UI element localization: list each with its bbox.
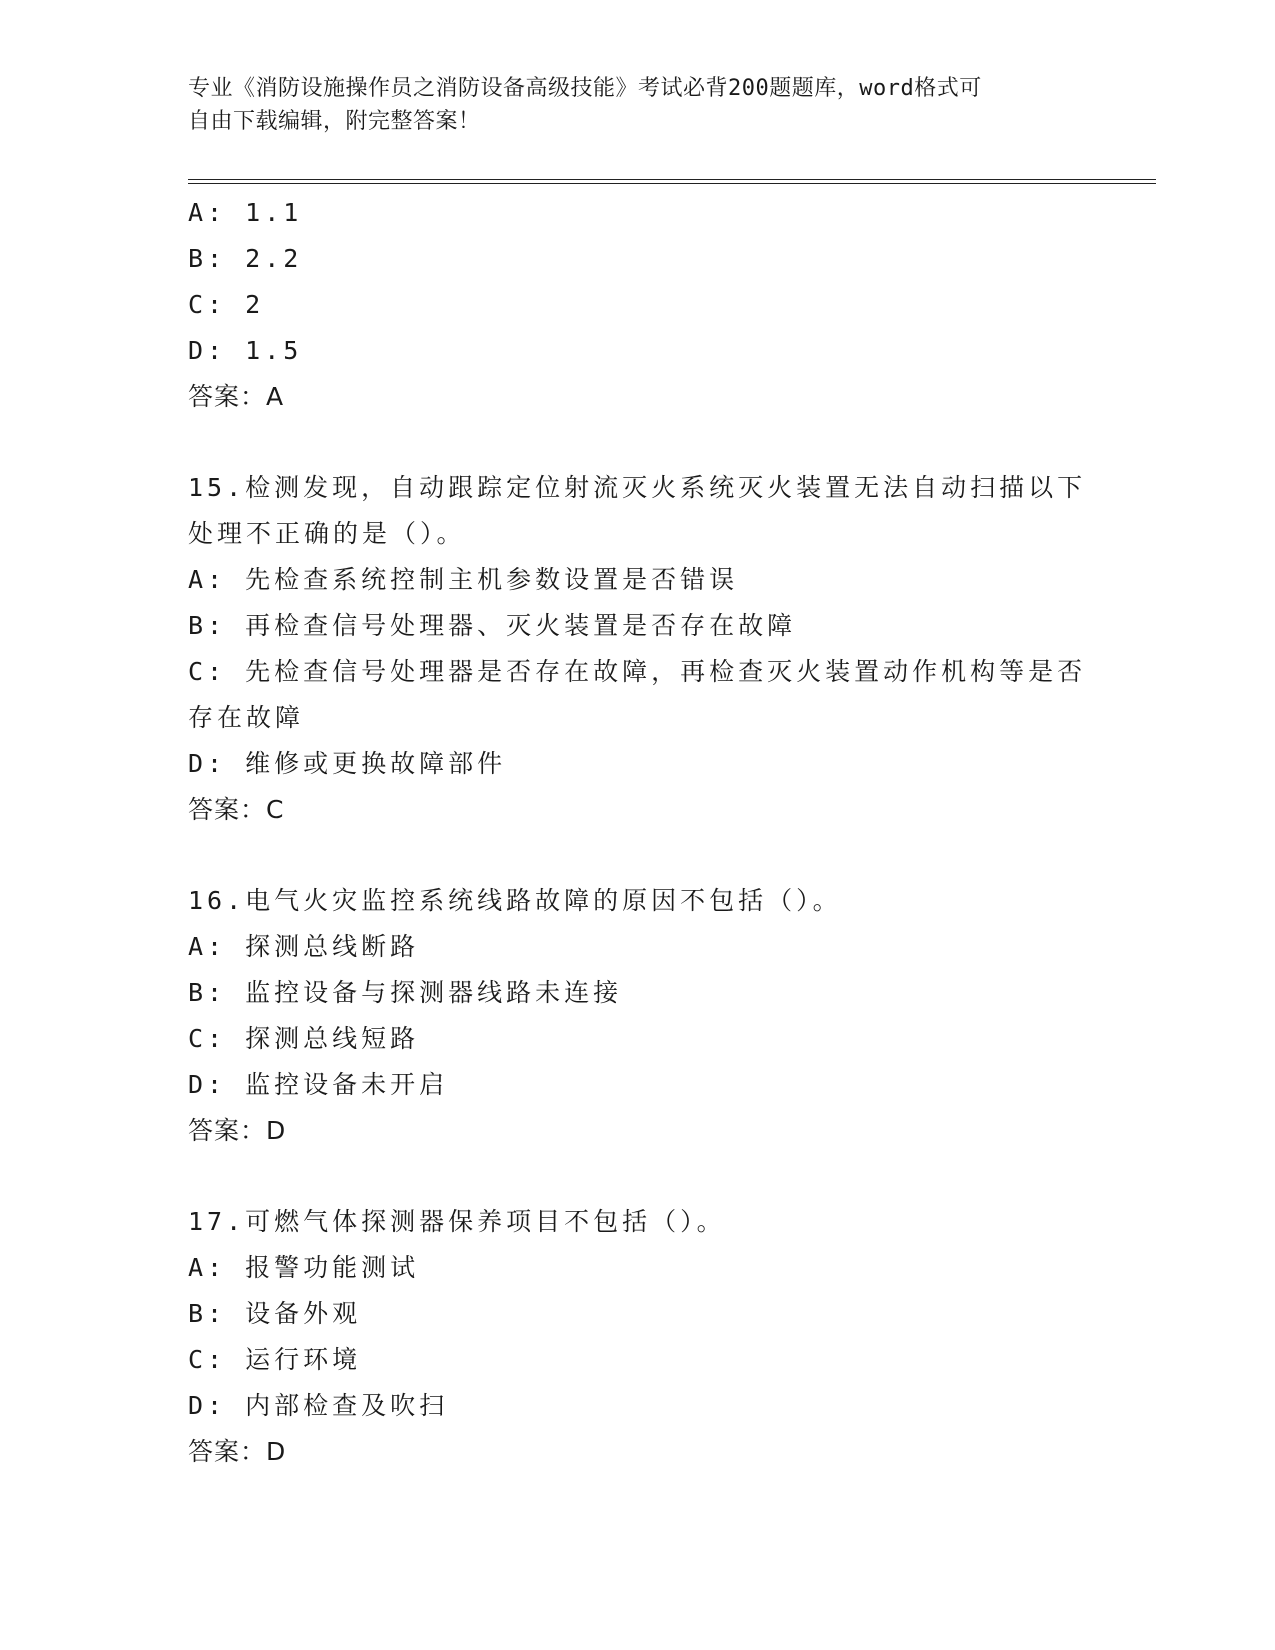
question-15 [188,465,1088,833]
answer-line: 答案：D [188,1437,287,1466]
document-header [188,72,1088,138]
option-b: B: 再检查信号处理器、灭火装置是否存在故障 [188,611,797,640]
option-d: D: 内部检查及吹扫 [188,1391,449,1420]
option-a: A: 先检查系统控制主机参数设置是否错误 [188,565,739,594]
option-b: B: 2.2 [188,244,303,273]
answer-line: 答案：C [188,795,285,824]
option-c: C: 运行环境 [188,1345,362,1374]
header-divider-top [188,179,1156,180]
option-b: B: 设备外观 [188,1299,362,1328]
header-line-2: 自由下载编辑，附完整答案！ [188,109,481,134]
option-c: C: 探测总线短路 [188,1024,420,1053]
question-16 [188,878,1088,1154]
header-divider-bottom [188,183,1156,184]
question-title: 16.电气火灾监控系统线路故障的原因不包括（）。 [188,886,842,915]
question-title: 15.检测发现，自动跟踪定位射流灭火系统灭火装置无法自动扫描以下处理不正确的是（）。 [188,473,1087,548]
answer-line: 答案：A [188,382,285,411]
answer-line: 答案：D [188,1116,287,1145]
option-b: B: 监控设备与探测器线路未连接 [188,978,623,1007]
prev-question [188,190,1088,420]
option-c: C: 先检查信号处理器是否存在故障，再检查灭火装置动作机构等是否存在故障 [188,657,1087,732]
question-17 [188,1199,1088,1475]
question-list [188,190,1088,1475]
option-a: A: 报警功能测试 [188,1253,420,1282]
option-a: A: 探测总线断路 [188,932,420,961]
header-line-1: 专业《消防设施操作员之消防设备高级技能》考试必背200题题库，word格式可 [188,76,982,101]
question-title: 17.可燃气体探测器保养项目不包括（）。 [188,1207,726,1236]
option-a: A: 1.1 [188,198,303,227]
option-d: D: 监控设备未开启 [188,1070,449,1099]
option-d: D: 1.5 [188,336,303,365]
option-c: C: 2 [188,290,265,319]
option-d: D: 维修或更换故障部件 [188,749,507,778]
